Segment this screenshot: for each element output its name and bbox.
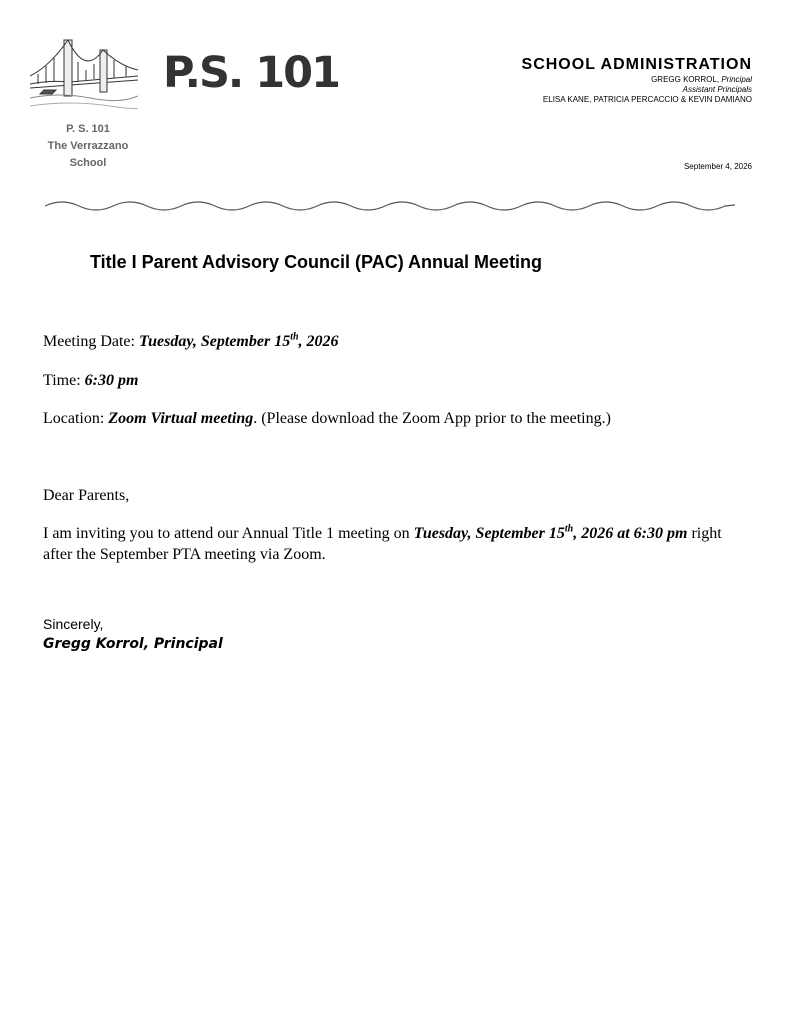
location-value: Zoom Virtual meeting [108,410,254,427]
meeting-date-value: Tuesday, September 15th, 2026 [138,331,339,350]
assistant-names: ELISA KANE, PATRICIA PERCACCIO & KEVIN DAMIANO [542,95,752,104]
location-label: Location: [43,410,105,427]
principal-line [522,75,752,85]
closing: Sincerely, [43,616,104,632]
principal-title: Principal [721,75,752,84]
wave-divider [45,196,735,216]
invitation-date-time: Tuesday, September 15th, 2026 at 6:30 pm [413,523,688,542]
administration-block [522,55,752,105]
school-name: P.S. 101 [163,48,339,98]
principal-name: GREGG KORROL, [651,75,720,84]
letter-date: September 4, 2026 [683,162,752,171]
document-title: Title I Parent Advisory Council (PAC) Annual Meeting [90,252,543,272]
logo-caption [28,121,148,172]
greeting: Dear Parents, [43,487,130,504]
location-note: . (Please download the Zoom App prior to the meeting.) [253,410,611,427]
meeting-date-line [43,331,339,352]
logo-caption-school: P. S. 101 [66,123,110,135]
admin-heading: SCHOOL ADMINISTRATION [521,56,752,73]
meeting-date-label: Meeting Date: [43,333,135,350]
logo-caption-name: The Verrazzano School [47,140,129,169]
bridge-logo-icon [30,36,138,118]
signer-name: Gregg Korrol, Principal [43,636,223,652]
time-label: Time: [43,372,81,389]
assistant-title-line [522,85,752,95]
time-line [43,370,138,391]
time-value: 6:30 pm [84,372,139,389]
assistant-title: Assistant Principals [682,85,752,94]
location-line [43,408,611,429]
invitation-paragraph: I am inviting you to attend our Annual Title 1 meeting on Tuesday, September 15th, 2026 at 6:30 pm right after the September PTA meeting via Zoom. [43,523,722,563]
